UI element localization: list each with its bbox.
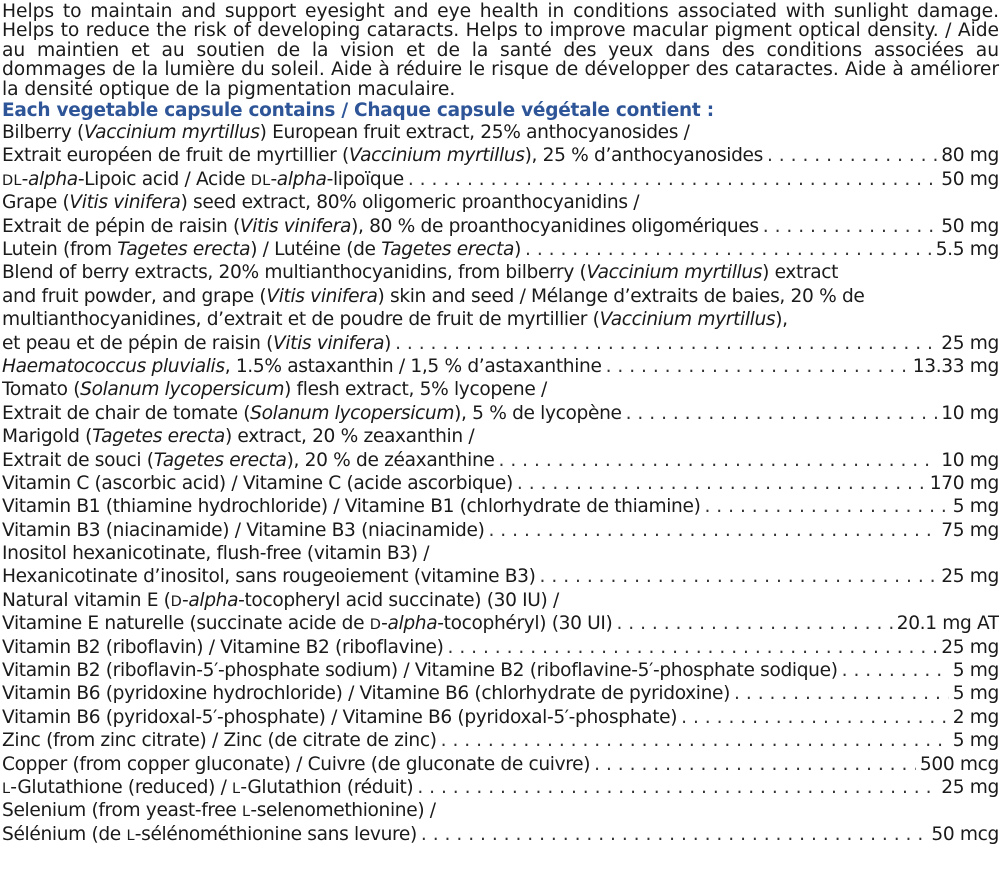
- ingredient-line: Natural vitamin E (D-alpha-tocopheryl acid succinate) (30 IU) /: [2, 589, 559, 611]
- ingredient-row-glutathione: [2, 776, 999, 799]
- ingredient-row-bilberry: [2, 144, 999, 167]
- dot-leader: [594, 753, 916, 776]
- dot-leader: [448, 636, 938, 659]
- dot-leader: [681, 706, 949, 729]
- dot-leader: [704, 495, 948, 518]
- ingredient-name: et peau et de pépin de raisin (Vitis vinifera): [2, 332, 392, 354]
- dot-leader: [408, 168, 937, 191]
- ingredient-name: Extrait européen de fruit de myrtillier (Vaccinium myrtillus), 25 % d’anthocyanosides: [2, 145, 763, 167]
- ingredient-row-copper: [2, 753, 999, 776]
- ingredient-row-vitamin-b2: [2, 636, 999, 659]
- ingredient-amount: 50 mg: [941, 168, 999, 190]
- dot-leader: [525, 238, 932, 261]
- ingredient-amount: 10 mg: [941, 402, 999, 424]
- ingredient-amount: 75 mg: [941, 519, 999, 541]
- ingredient-line: Inositol hexanicotinate, flush-free (vitamin B3) /: [2, 543, 430, 565]
- ingredient-row-berry-blend: [2, 332, 999, 355]
- ingredient-line: Blend of berry extracts, 20% multianthocyanidins, from bilberry (Vaccinium myrtillus) extract: [2, 262, 839, 284]
- ingredient-name: DL-alpha-Lipoic acid / Acide DL-alpha-lipoïque: [2, 168, 404, 190]
- ingredient-row-vitamin-b6-phosphate: [2, 706, 999, 729]
- ingredient-line: Grape (Vitis vinifera) seed extract, 80% oligomeric proanthocyanidins /: [2, 192, 640, 214]
- ingredient-name: Vitamin B2 (riboflavin-5′-phosphate sodium) / Vitamine B2 (riboflavine-5′-phosphate sodique): [2, 660, 838, 682]
- ingredient-name: Haematococcus pluvialis, 1.5% astaxanthin / 1,5 % d’astaxanthine: [2, 355, 602, 377]
- ingredient-row-vitamin-b6: [2, 682, 999, 705]
- ingredient-line: and fruit powder, and grape (Vitis vinifera) skin and seed / Mélange d’extraits de baies, 20 % de: [2, 285, 865, 307]
- ingredient-amount: 25 mg: [941, 332, 999, 354]
- dot-leader: [417, 776, 937, 799]
- ingredient-name: Vitamin B3 (niacinamide) / Vitamine B3 (niacinamide): [2, 519, 485, 541]
- dot-leader: [734, 682, 949, 705]
- ingredient-name: Vitamin B6 (pyridoxal-5′-phosphate) / Vitamine B6 (pyridoxal-5′-phosphate): [2, 706, 678, 728]
- dot-leader: [767, 144, 937, 167]
- ingredient-name: Zinc (from zinc citrate) / Zinc (de citrate de zinc): [2, 730, 437, 752]
- ingredient-name: Copper (from copper gluconate) / Cuivre (de gluconate de cuivre): [2, 753, 591, 775]
- dot-leader: [421, 823, 927, 846]
- dot-leader: [540, 565, 938, 588]
- ingredient-name: Extrait de souci (Tagetes erecta), 20 % de zéaxanthine: [2, 449, 495, 471]
- ingredient-amount: 170 mg: [929, 472, 999, 494]
- ingredient-amount: 10 mg: [941, 449, 999, 471]
- dot-leader: [499, 449, 938, 472]
- dot-leader: [763, 215, 937, 238]
- dot-leader: [488, 519, 937, 542]
- ingredient-amount: 50 mg: [941, 215, 999, 237]
- ingredient-line: Bilberry (Vaccinium myrtillus) European fruit extract, 25% anthocyanosides /: [2, 122, 690, 144]
- ingredient-name: Vitamin B2 (riboflavin) / Vitamine B2 (riboflavine): [2, 636, 444, 658]
- ingredient-row-vitamin-b1: [2, 495, 999, 518]
- ingredient-row-vitamin-b3: [2, 519, 999, 542]
- ingredient-row-inositol: [2, 565, 999, 588]
- ingredient-line: multianthocyanidines, d’extrait et de poudre de fruit de myrtillier (Vaccinium myrtillus),: [2, 309, 788, 331]
- ingredient-line: Selenium (from yeast-free L-selenomethionine) /: [2, 800, 436, 822]
- dot-leader: [606, 355, 909, 378]
- ingredient-row-vitamin-b2-phosphate: [2, 659, 999, 682]
- ingredient-amount: 13.33 mg: [912, 355, 999, 377]
- ingredient-amount: 80 mg: [941, 145, 999, 167]
- ingredient-name: Sélénium (de L-sélénométhionine sans levure): [2, 823, 417, 845]
- dot-leader: [395, 332, 937, 355]
- ingredient-name: Vitamin B1 (thiamine hydrochloride) / Vitamine B1 (chlorhydrate de thiamine): [2, 496, 701, 518]
- ingredient-row-tomato: [2, 402, 999, 425]
- ingredient-row-vitamin-c: [2, 472, 999, 495]
- ingredient-amount: 25 mg: [941, 776, 999, 798]
- ingredient-amount: 25 mg: [941, 566, 999, 588]
- dot-leader: [441, 729, 949, 752]
- ingredient-amount: 5.5 mg: [935, 238, 999, 260]
- dot-leader: [842, 659, 949, 682]
- ingredient-row-zinc: [2, 729, 999, 752]
- ingredient-row-lipoic: [2, 168, 999, 191]
- dot-leader: [517, 472, 926, 495]
- ingredient-row-grape: [2, 215, 999, 238]
- dot-leader: [626, 402, 938, 425]
- intro-claims: Helps to maintain and support eyesight and eye health in conditions associated with sunlight damage. Helps to reduce the risk of developing cataracts. Helps to improve macular pigment optical density. / Aide au maintien et au soutien de la vision et de la santé des yeux dans des conditions associées au dommages de la lumière du soleil. Aide à réduire le risque de développer des cataractes. Aide à améliorer la densité optique de la pigmentation maculaire.: [2, 1, 999, 100]
- ingredient-name: Vitamin B6 (pyridoxine hydrochloride) / Vitamine B6 (chlorhydrate de pyridoxine): [2, 683, 731, 705]
- ingredient-line: Marigold (Tagetes erecta) extract, 20 % zeaxanthin /: [2, 426, 475, 448]
- ingredient-amount: 5 mg: [952, 683, 999, 705]
- ingredient-row-selenium: [2, 823, 999, 846]
- ingredient-amount: 500 mcg: [919, 753, 999, 775]
- ingredient-name: Hexanicotinate d’inositol, sans rougeoiement (vitamine B3): [2, 566, 536, 588]
- ingredient-name: Extrait de chair de tomate (Solanum lycopersicum), 5 % de lycopène: [2, 402, 622, 424]
- ingredient-amount: 5 mg: [952, 660, 999, 682]
- ingredient-name: Vitamin C (ascorbic acid) / Vitamine C (acide ascorbique): [2, 472, 513, 494]
- ingredient-amount: 50 mcg: [931, 823, 999, 845]
- ingredients-heading: Each vegetable capsule contains / Chaque capsule végétale contient :: [2, 100, 714, 122]
- ingredient-name: Lutein (from Tagetes erecta) / Lutéine (de Tagetes erecta): [2, 238, 522, 260]
- ingredient-row-astaxanthin: [2, 355, 999, 378]
- ingredient-amount: 5 mg: [952, 496, 999, 518]
- ingredient-amount: 2 mg: [952, 706, 999, 728]
- ingredient-name: L-Glutathione (reduced) / L-Glutathion (réduit): [2, 776, 414, 798]
- ingredient-line: Tomato (Solanum lycopersicum) flesh extract, 5% lycopene /: [2, 379, 547, 401]
- supplement-label: [2, 0, 999, 846]
- ingredient-row-marigold: [2, 449, 999, 472]
- dot-leader: [616, 612, 892, 635]
- ingredient-name: Extrait de pépin de raisin (Vitis vinifera), 80 % de proanthocyanidines oligomériques: [2, 215, 759, 237]
- ingredient-row-lutein: [2, 238, 999, 261]
- ingredient-name: Vitamine E naturelle (succinate acide de D-alpha-tocophéryl) (30 UI): [2, 613, 613, 635]
- ingredient-amount: 5 mg: [952, 730, 999, 752]
- ingredient-amount: 20.1 mg AT: [896, 613, 999, 635]
- ingredient-amount: 25 mg: [941, 636, 999, 658]
- ingredient-row-vitamin-e: [2, 612, 999, 635]
